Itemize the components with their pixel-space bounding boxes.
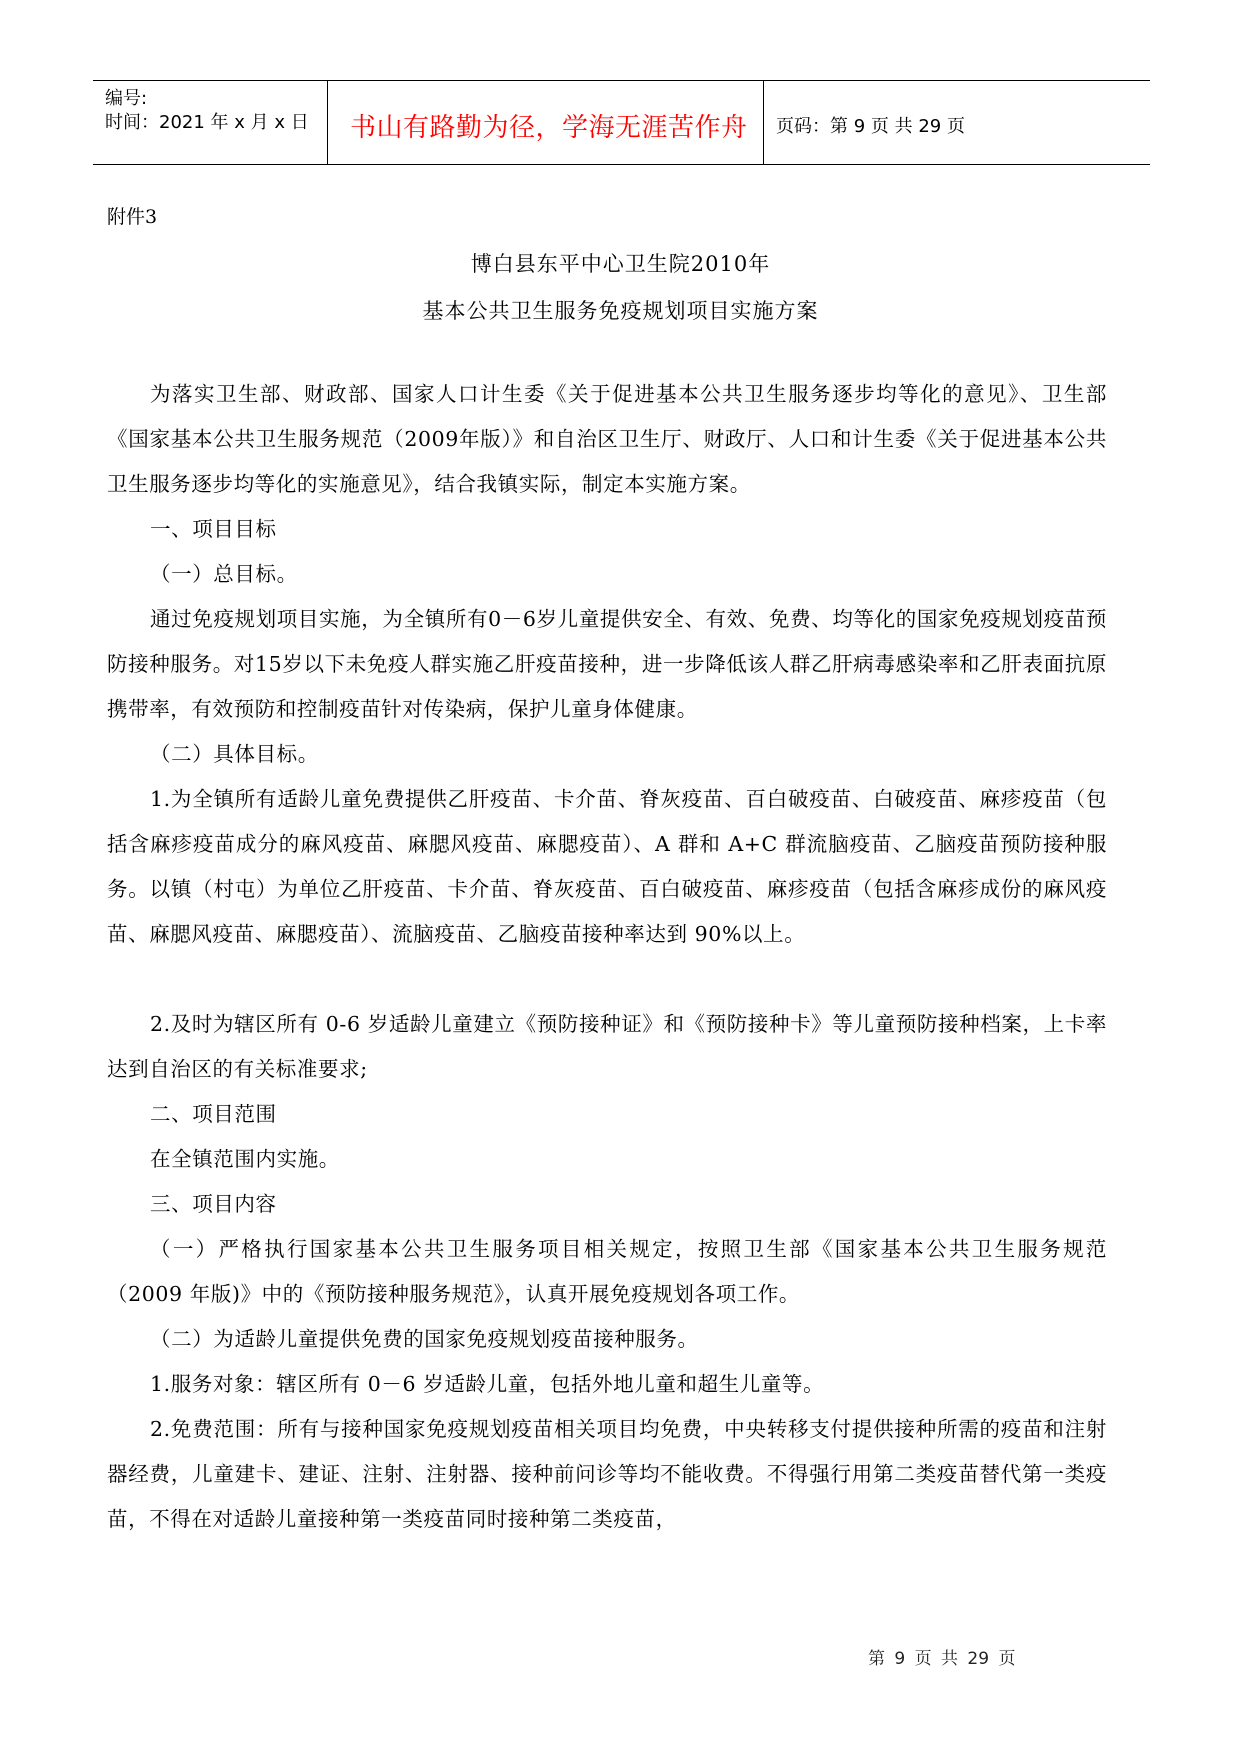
motto: 书山有路勤为径，学海无涯苦作舟 <box>350 113 748 143</box>
document-title-line1: 博白县东平中心卫生院2010年 <box>470 252 771 276</box>
paragraph: 通过免疫规划项目实施，为全镇所有0－6岁儿童提供安全、有效、免费、均等化的国家免疫规划疫苗预防接种服务。对15岁以下未免疫人群实施乙肝疫苗接种，进一步降低该人群乙肝病毒感染率和乙肝表面抗原携带率，有效预防和控制疫苗针对传染病，保护儿童身体健康。 <box>107 607 1107 721</box>
header-right-cell <box>764 81 1150 164</box>
header-table <box>93 80 1150 165</box>
number-label: 编号: <box>105 88 148 109</box>
page-footer: 第 9 页 共 29 页 <box>868 1649 1016 1669</box>
list-item: 1.服务对象：辖区所有 0－6 岁适龄儿童，包括外地儿童和超生儿童等。 <box>150 1372 825 1396</box>
section-heading: 三、项目内容 <box>150 1192 277 1216</box>
document-title-line2: 基本公共卫生服务免疫规划项目实施方案 <box>422 299 819 323</box>
paragraph: 在全镇范围内实施。 <box>150 1147 340 1171</box>
page-code: 页码：第 9 页 共 29 页 <box>776 116 965 137</box>
subsection-heading: （二）为适龄儿童提供免费的国家免疫规划疫苗接种服务。 <box>150 1327 699 1351</box>
date-label: 时间：2021 年 x 月 x 日 <box>105 112 309 133</box>
subsection-heading: （二）具体目标。 <box>150 742 319 766</box>
list-item: 2.免费范围：所有与接种国家免疫规划疫苗相关项目均免费，中央转移支付提供接种所需的疫苗和注射器经费，儿童建卡、建证、注射、注射器、接种前问诊等均不能收费。不得强行用第二类疫苗替代第一类疫苗，不得在对适龄儿童接种第一类疫苗同时接种第二类疫苗， <box>107 1417 1107 1531</box>
attachment-label: 附件3 <box>107 206 158 228</box>
list-item: 1.为全镇所有适龄儿童免费提供乙肝疫苗、卡介苗、脊灰疫苗、百白破疫苗、白破疫苗、麻疹疫苗（包括含麻疹疫苗成分的麻风疫苗、麻腮风疫苗、麻腮疫苗）、A 群和 A+C 群流脑疫苗、乙脑疫苗预防接种服务。以镇（村屯）为单位乙肝疫苗、卡介苗、脊灰疫苗、百白破疫苗、麻疹疫苗（包括含麻疹成份的麻风疫苗、麻腮风疫苗、麻腮疫苗）、流脑疫苗、乙脑疫苗接种率达到 90%以上。 <box>107 787 1107 946</box>
list-item: 2.及时为辖区所有 0-6 岁适龄儿童建立《预防接种证》和《预防接种卡》等儿童预防接种档案，上卡率达到自治区的有关标准要求; <box>107 1012 1107 1081</box>
section-heading: 二、项目范围 <box>150 1102 277 1126</box>
section-heading: 一、项目目标 <box>150 517 277 541</box>
header-middle-cell <box>328 81 764 164</box>
subsection-paragraph: （一）严格执行国家基本公共卫生服务项目相关规定，按照卫生部《国家基本公共卫生服务规范（2009 年版)》中的《预防接种服务规范》，认真开展免疫规划各项工作。 <box>107 1237 1107 1306</box>
header-left-cell <box>93 81 328 164</box>
paragraph-intro: 为落实卫生部、财政部、国家人口计生委《关于促进基本公共卫生服务逐步均等化的意见》、卫生部《国家基本公共卫生服务规范（2009年版）》和自治区卫生厅、财政厅、人口和计生委《关于促进基本公共卫生服务逐步均等化的实施意见》，结合我镇实际，制定本实施方案。 <box>107 382 1107 496</box>
subsection-heading: （一）总目标。 <box>150 562 298 586</box>
